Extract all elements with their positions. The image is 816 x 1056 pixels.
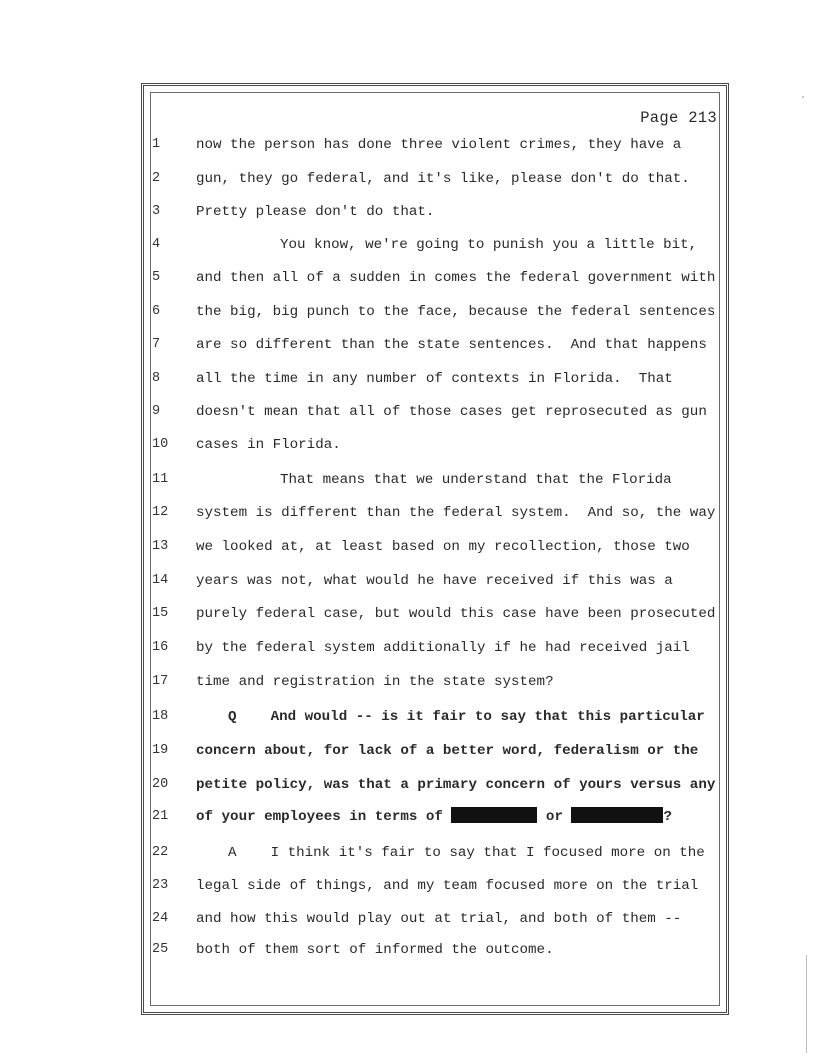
line-text: all the time in any number of contexts in Florida. That (196, 371, 673, 387)
line-text: are so different than the state sentences. And that happens (196, 337, 707, 353)
line-number: 7 (152, 337, 161, 352)
line-text-content: And would -- is it fair to say that this particular (270, 709, 705, 725)
line-text: and then all of a sudden in comes the federal government with (196, 270, 716, 286)
transcript-line (0, 876, 816, 896)
line-text: legal side of things, and my team focused more on the trial (196, 878, 699, 894)
transcript-line (0, 909, 816, 929)
line-text: years was not, what would he have received if this was a (196, 573, 673, 589)
line-number: 20 (152, 777, 169, 792)
line-text: gun, they go federal, and it's like, please don't do that. (196, 171, 690, 187)
transcript-line (0, 369, 816, 389)
line-text: concern about, for lack of a better word, federalism or the (196, 743, 699, 759)
transcript-line-question (0, 707, 816, 727)
transcript-line-question (0, 775, 816, 795)
line-text: both of them sort of informed the outcome. (196, 942, 554, 958)
scan-edge-line (806, 955, 807, 1053)
transcript-line (0, 503, 816, 523)
scan-speck (802, 96, 804, 98)
line-text (196, 807, 672, 827)
speaker-marker: A (228, 845, 237, 861)
line-text: system is different than the federal system. And so, the way (196, 505, 716, 521)
line-number: 2 (152, 171, 161, 186)
line-text-part: of your employees in terms of (196, 809, 452, 825)
line-number: 22 (152, 845, 169, 860)
transcript-line-answer (0, 843, 816, 863)
transcript-line (0, 169, 816, 189)
line-number: 6 (152, 304, 161, 319)
transcript-line (0, 435, 816, 455)
transcript-line (0, 302, 816, 322)
line-number: 18 (152, 709, 169, 724)
transcript-line (0, 268, 816, 288)
line-text: time and registration in the state system? (196, 674, 554, 690)
line-number: 12 (152, 505, 169, 520)
line-number: 4 (152, 237, 161, 252)
line-number: 1 (152, 137, 161, 152)
line-text-part: or (537, 809, 572, 825)
transcript-line (0, 202, 816, 222)
line-number: 25 (152, 942, 169, 957)
speaker-marker: Q (228, 709, 237, 725)
line-text: we looked at, at least based on my recollection, those two (196, 539, 690, 555)
transcript-line (0, 604, 816, 624)
line-number: 9 (152, 404, 161, 419)
transcript-line (0, 135, 816, 155)
line-number: 21 (152, 809, 169, 824)
line-text (196, 843, 705, 863)
transcript-line (0, 235, 816, 255)
line-number: 5 (152, 270, 161, 285)
line-text: cases in Florida. (196, 437, 341, 453)
transcript-line-question (0, 741, 816, 761)
transcript-line (0, 940, 816, 960)
line-text: You know, we're going to punish you a little bit, (280, 237, 698, 253)
line-number: 15 (152, 606, 169, 621)
transcript-line (0, 402, 816, 422)
line-text: the big, big punch to the face, because the federal sentences (196, 304, 716, 320)
line-number: 10 (152, 437, 169, 452)
transcript-line (0, 571, 816, 591)
line-number: 23 (152, 878, 169, 893)
line-text: and how this would play out at trial, and both of them -- (196, 911, 682, 927)
line-text: by the federal system additionally if he had received jail (196, 640, 690, 656)
line-text: Pretty please don't do that. (196, 204, 435, 220)
transcript-line (0, 537, 816, 557)
transcript-line-question (0, 807, 816, 827)
line-number: 14 (152, 573, 169, 588)
line-number: 19 (152, 743, 169, 758)
line-number: 8 (152, 371, 161, 386)
line-text-content: I think it's fair to say that I focused more on the (270, 845, 705, 861)
page-number: Page 213 (640, 109, 717, 127)
line-text (196, 707, 705, 727)
line-number: 17 (152, 674, 169, 689)
transcript-line (0, 638, 816, 658)
line-text: That means that we understand that the Florida (280, 472, 672, 488)
line-text-part: ? (663, 809, 672, 825)
line-text: now the person has done three violent crimes, they have a (196, 137, 682, 153)
line-number: 11 (152, 472, 169, 487)
line-text: petite policy, was that a primary concern of yours versus any (196, 777, 716, 793)
redaction-block (571, 807, 663, 823)
transcript-line (0, 672, 816, 692)
line-number: 16 (152, 640, 169, 655)
line-number: 24 (152, 911, 169, 926)
line-number: 3 (152, 204, 161, 219)
line-number: 13 (152, 539, 169, 554)
line-text: purely federal case, but would this case have been prosecuted (196, 606, 716, 622)
line-text: doesn't mean that all of those cases get reprosecuted as gun (196, 404, 707, 420)
redaction-block (451, 807, 537, 823)
transcript-line (0, 335, 816, 355)
transcript-line (0, 470, 816, 490)
